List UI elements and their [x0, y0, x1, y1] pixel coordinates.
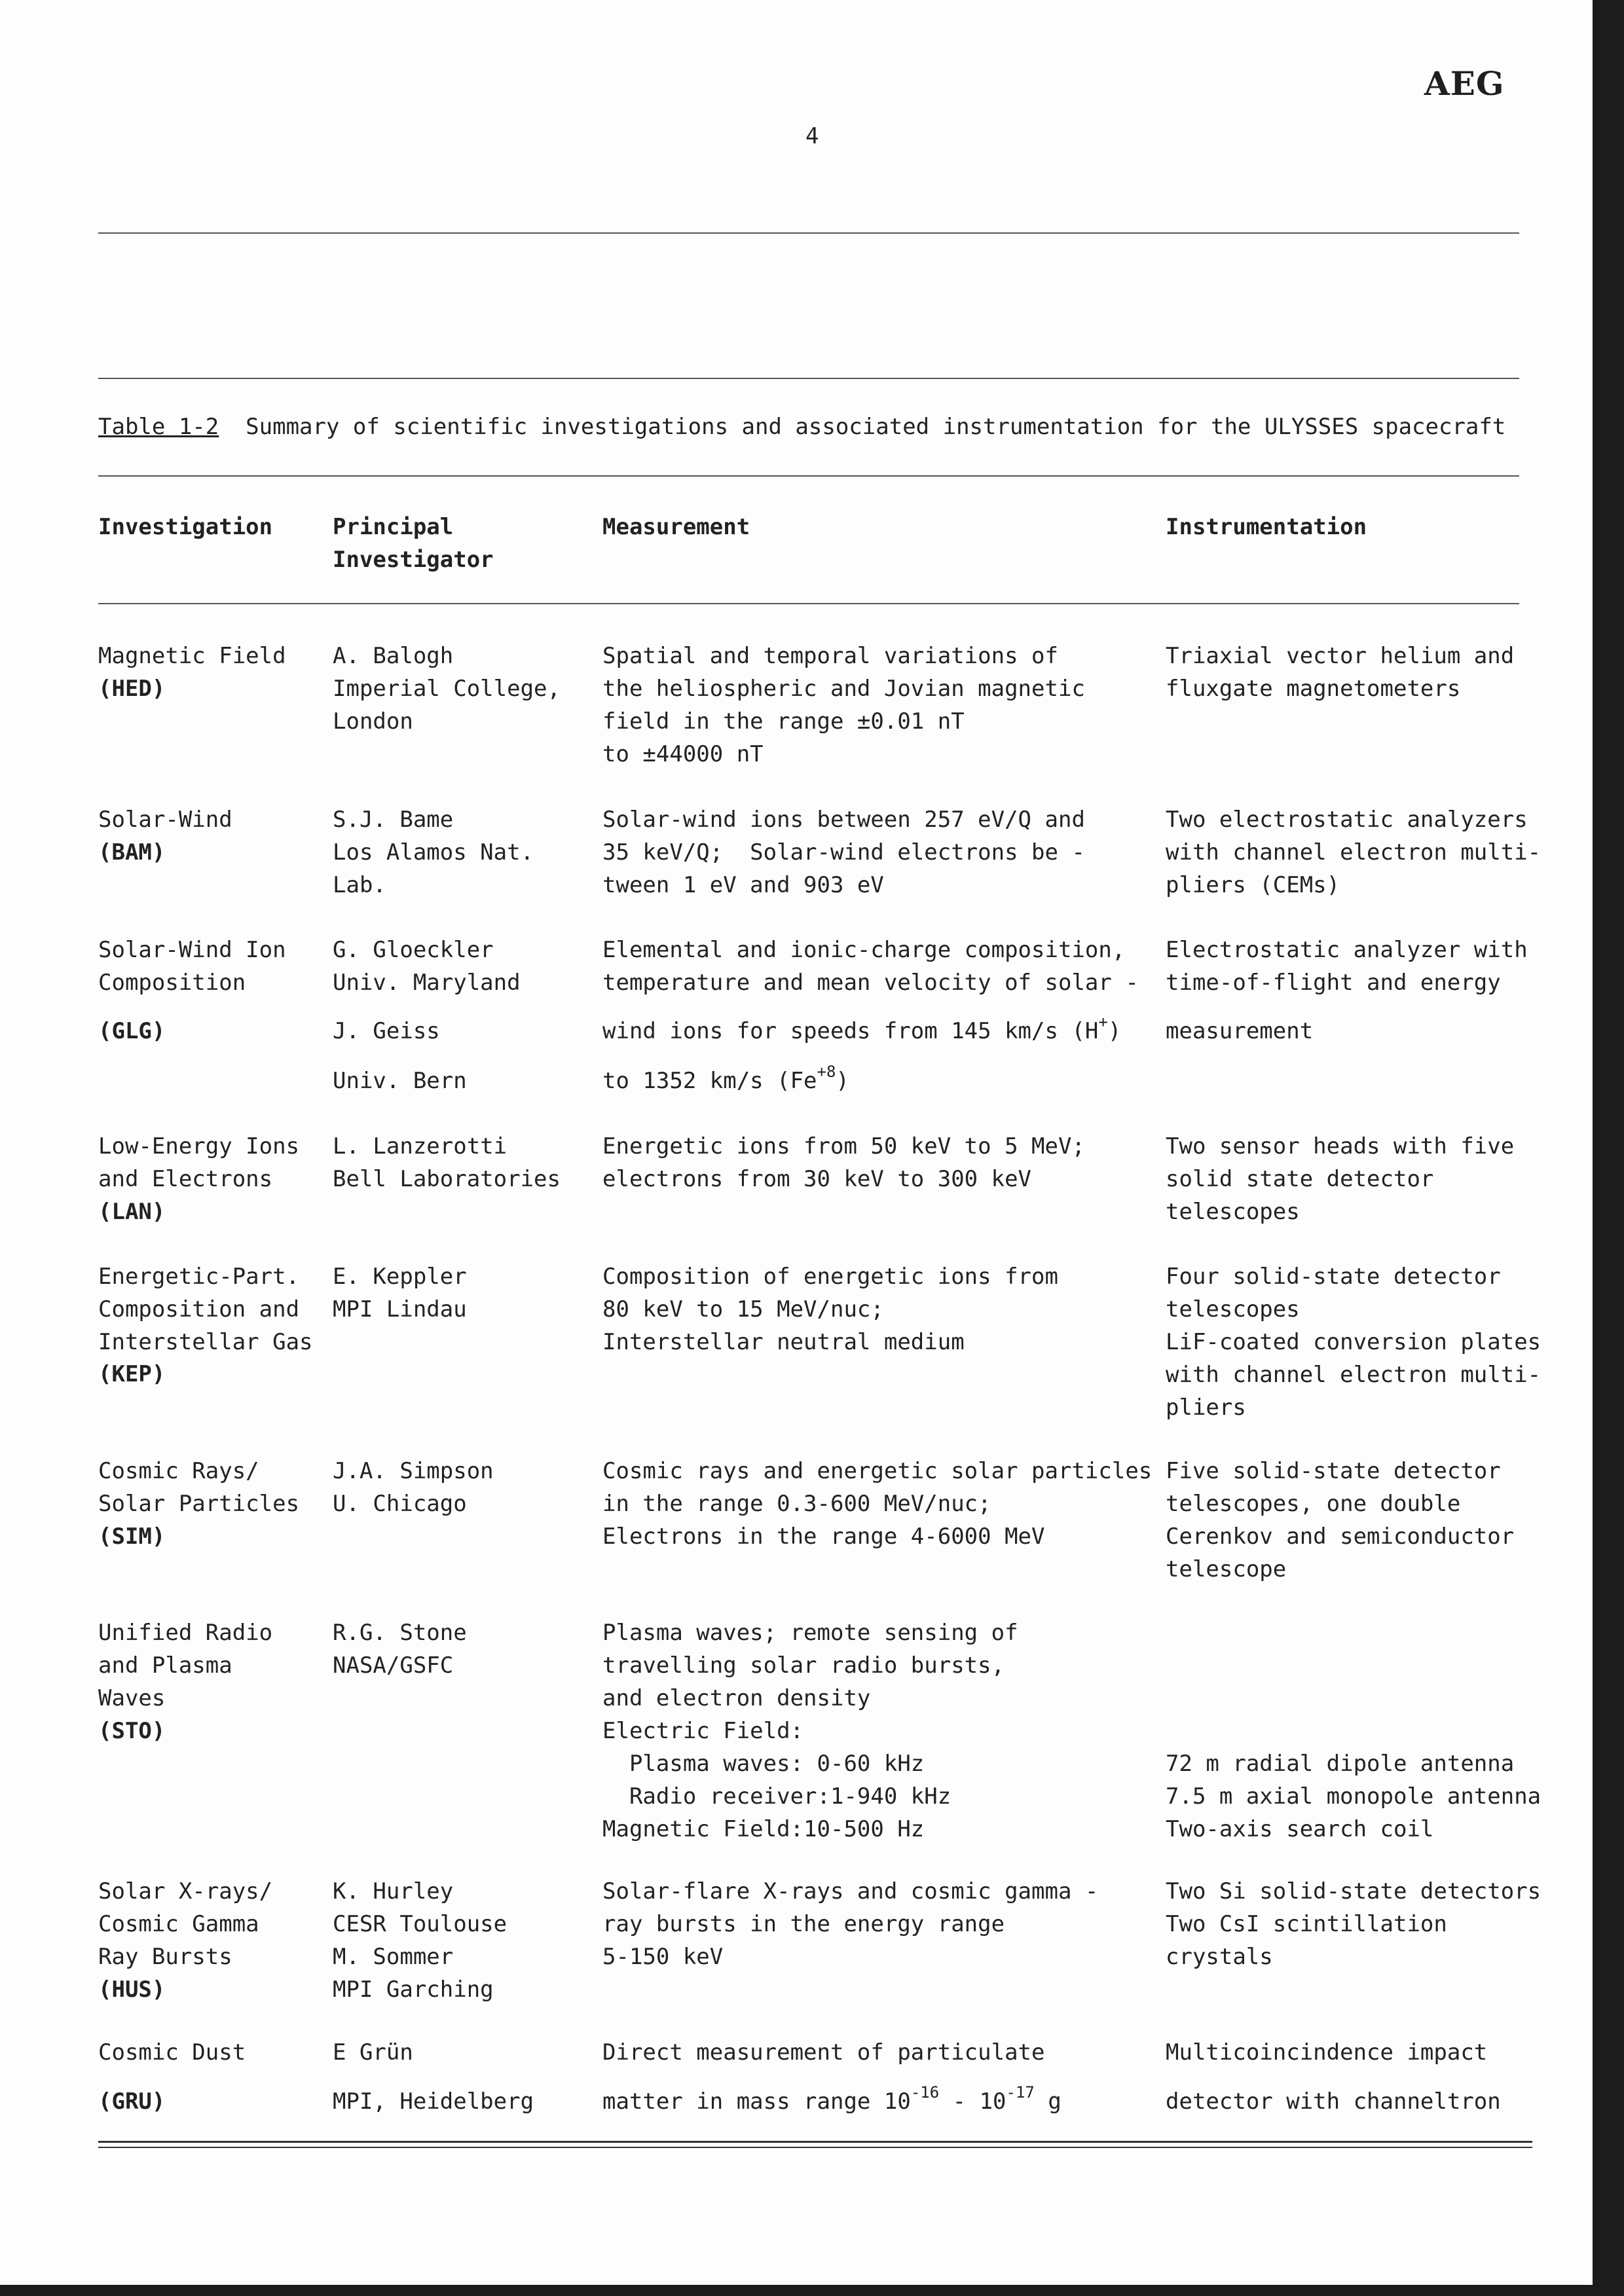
investigation-code: (LAN): [98, 1199, 166, 1225]
investigation-code: (SIM): [98, 1523, 166, 1550]
page-number: 4: [805, 123, 819, 149]
instrumentation: Electrostatic analyzer with time-of-flight and energy: [1166, 937, 1528, 996]
principal-investigator: E. Keppler MPI Lindau: [333, 1264, 467, 1322]
measurement: Plasma waves; remote sensing of travelling solar radio bursts, and electron density Electric Field: Plasma waves: 0-60 kHz Radio receiver:1-940 kHz Magnetic Field:10-500 Hz: [602, 1620, 1018, 1842]
principal-investigator: R.G. Stone NASA/GSFC: [333, 1620, 467, 1679]
instrumentation: Five solid-state detector telescopes, one double Cerenkov and semiconductor telescope: [1166, 1458, 1515, 1582]
investigation-name: Solar X-rays/ Cosmic Gamma Ray Bursts: [98, 1878, 273, 1970]
principal-investigator-2-affiliation: Univ. Bern: [333, 1068, 467, 1094]
measurement: Spatial and temporal variations of the heliospheric and Jovian magnetic field in the range ±0.01 nT to ±44000 nT: [602, 643, 1085, 767]
principal-investigator-2: J. Geiss: [333, 1018, 440, 1044]
investigation-code: (GRU): [98, 2088, 166, 2115]
aeg-logo: AEG: [1424, 64, 1505, 103]
caption-rule: [98, 475, 1519, 477]
principal-investigator: K. Hurley CESR Toulouse M. Sommer MPI Garching: [333, 1878, 507, 2003]
investigation-name: Cosmic Rays/ Solar Particles: [98, 1458, 300, 1517]
instrumentation: Multicoincindence impact: [1166, 2039, 1488, 2066]
header-bottom-rule: [98, 603, 1519, 604]
table-caption: [98, 414, 1505, 440]
section-rule: [98, 378, 1519, 379]
column-header-measurement: Measurement: [602, 514, 750, 540]
principal-investigator: J.A. Simpson U. Chicago: [333, 1458, 494, 1517]
investigation-name: Unified Radio and Plasma Waves: [98, 1620, 273, 1711]
measurement: Composition of energetic ions from 80 keV to 15 MeV/nuc; Interstellar neutral medium: [602, 1264, 1058, 1355]
table-ref: Table 1-2: [98, 414, 219, 440]
principal-investigator: A. Balogh Imperial College, London: [333, 643, 561, 735]
measurement: Solar-flare X-rays and cosmic gamma - ray bursts in the energy range 5-150 keV: [602, 1878, 1099, 1970]
instrumentation: Two electrostatic analyzers with channel electron multi- pliers (CEMs): [1166, 807, 1541, 898]
principal-investigator: S.J. Bame Los Alamos Nat. Lab.: [333, 807, 534, 898]
column-header-principal-investigator: Principal Investigator: [333, 514, 494, 573]
instrumentation: Two Si solid-state detectors Two CsI scintillation crystals: [1166, 1878, 1541, 1970]
investigation-name: Solar-Wind Ion Composition: [98, 937, 286, 996]
investigation-code: (GLG): [98, 1018, 166, 1044]
header-rule: [98, 232, 1519, 234]
investigation-name: Cosmic Dust: [98, 2039, 246, 2066]
investigation-code: (HUS): [98, 1977, 166, 2003]
measurement: Elemental and ionic-charge composition, temperature and mean velocity of solar -: [602, 937, 1139, 996]
principal-investigator-affiliation: MPI, Heidelberg: [333, 2088, 534, 2115]
measurement-line: matter in mass range $10^{-16} - 10^{-17}$ g: [602, 2083, 1061, 2115]
column-header-instrumentation: Instrumentation: [1166, 514, 1367, 540]
instrumentation: 72 m radial dipole antenna 7.5 m axial monopole antenna Two-axis search coil: [1166, 1751, 1541, 1842]
principal-investigator: L. Lanzerotti Bell Laboratories: [333, 1133, 561, 1192]
instrumentation-line: measurement: [1166, 1018, 1314, 1044]
investigation-name: Magnetic Field: [98, 643, 286, 669]
investigation-name: Low-Energy Ions and Electrons: [98, 1133, 300, 1192]
column-header-investigation: Investigation: [98, 514, 273, 540]
instrumentation-line: detector with channeltron: [1166, 2088, 1501, 2115]
investigation-code: (KEP): [98, 1361, 166, 1387]
measurement: Solar-wind ions between 257 eV/Q and 35 keV/Q; Solar-wind electrons be - tween 1 eV and 903 eV: [602, 807, 1085, 898]
investigation-code: (BAM): [98, 839, 166, 866]
instrumentation: Four solid-state detector telescopes LiF-coated conversion plates with channel electron multi- pliers: [1166, 1264, 1541, 1421]
principal-investigator: G. Gloeckler Univ. Maryland: [333, 937, 521, 996]
investigation-code: (HED): [98, 676, 166, 702]
investigation-name: Energetic-Part. Composition and Interstellar Gas: [98, 1264, 313, 1355]
measurement: Energetic ions from 50 keV to 5 MeV; electrons from 30 keV to 300 keV: [602, 1133, 1085, 1192]
measurement-line: wind ions for speeds from 145 km/s (H+): [602, 1013, 1122, 1044]
investigation-name: Solar-Wind: [98, 807, 232, 833]
caption-text: Summary of scientific investigations and associated instrumentation for the ULYSSES spacecraft: [219, 414, 1506, 440]
instrumentation: Two sensor heads with five solid state detector telescopes: [1166, 1133, 1515, 1225]
instrumentation: Triaxial vector helium and fluxgate magnetometers: [1166, 643, 1515, 702]
investigation-code: (STO): [98, 1718, 166, 1744]
table-bottom-double-rule: [98, 2141, 1532, 2148]
principal-investigator: E Grün: [333, 2039, 413, 2066]
measurement: Direct measurement of particulate: [602, 2039, 1045, 2066]
measurement-line: to 1352 km/s $(Fe^{+8})$: [602, 1063, 849, 1094]
measurement: Cosmic rays and energetic solar particles in the range 0.3-600 MeV/nuc; Electrons in the range 4-6000 MeV: [602, 1458, 1153, 1550]
